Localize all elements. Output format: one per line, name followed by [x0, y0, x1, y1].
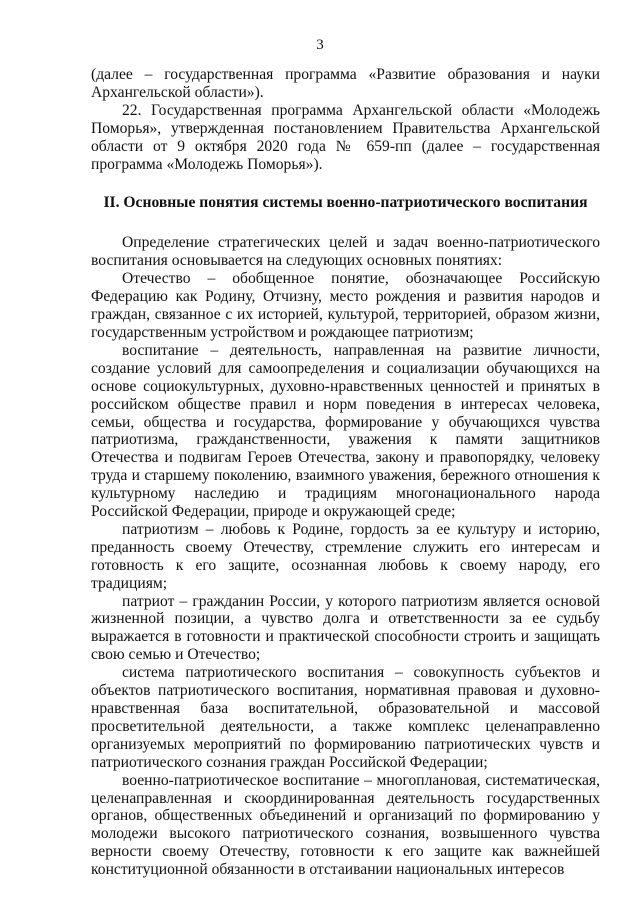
body-paragraph-fatherland: Отечество – обобщенное понятие, обозначающее Российскую Федерацию как Родину, Отчизну, место рождения и развития народов и граждан, связанное с их историей, культурой, территорией, образом жизни, государственным устройством и рождающее патриотизм; [91, 270, 600, 341]
intro-paragraph-item-22: 22. Государственная программа Архангельской области «Молодежь Поморья», утвержденная постановлением Правительства Архангельской области от 9 октября 2020 года № 659-пп (далее – государственная программа «Молодежь Поморья»). [91, 101, 600, 173]
page-content [91, 66, 600, 879]
intro-paragraph-continuation: (далее – государственная программа «Развитие образования и науки Архангельской области»). [91, 66, 600, 101]
page-number: 3 [316, 37, 324, 53]
section-heading: II. Основные понятия системы военно-патриотического воспитания [103, 194, 588, 212]
body-paragraph-upbringing: воспитание – деятельность, направленная на развитие личности, создание условий для самоопределения и социализации обучающихся на основе социокультурных, духовно-нравственных ценностей и принятых в российском обществе правил и норм поведения в интересах человека, семьи, общества и государства, формирование у обучающихся чувства патриотизма, гражданственности, уважения к памяти защитников Отечества и подвигам Героев Отечества, закону и правопорядку, человеку труда и старшему поколению, взаимного уважения, бережного отношения к культурному наследию и традициям многонационального народа Российской Федерации, природе и окружающей среде; [91, 341, 600, 521]
body-paragraph-patriot: патриот – гражданин России, у которого патриотизм является основой жизненной позиции, а чувство долга и ответственности за ее судьбу выражается в готовности и практической способности строить и защищать свою семью и Отечество; [91, 592, 600, 664]
body-paragraph-military-patriotic-education: военно-патриотическое воспитание – многоплановая, систематическая, целенаправленная и скоординированная деятельность государственных органов, общественных объединений и организаций по формированию у молодежи высокого патриотического сознания, возвышенного чувства верности своему Отечеству, готовности к его защите как важнейшей конституционной обязанности в отстаивании национальных интересов [91, 771, 600, 879]
body-paragraph-patriotic-education-system: система патриотического воспитания – совокупность субъектов и объектов патриотического воспитания, нормативная правовая и духовно-нравственная база воспитательной, образовательной и массовой просветительной деятельности, а также комплекс целенаправленно организуемых мероприятий по формированию патриотических чувств и патриотического сознания граждан Российской Федерации; [91, 664, 600, 771]
body-paragraph-patriotism: патриотизм – любовь к Родине, гордость за ее культуру и историю, преданность своему Отечеству, стремление служить его интересам и готовность к его защите, осознанная любовь к своему народу, его традициям; [91, 520, 600, 592]
body-paragraph-definition-intro: Определение стратегических целей и задач военно-патриотического воспитания основывается на следующих основных понятиях: [91, 234, 600, 270]
